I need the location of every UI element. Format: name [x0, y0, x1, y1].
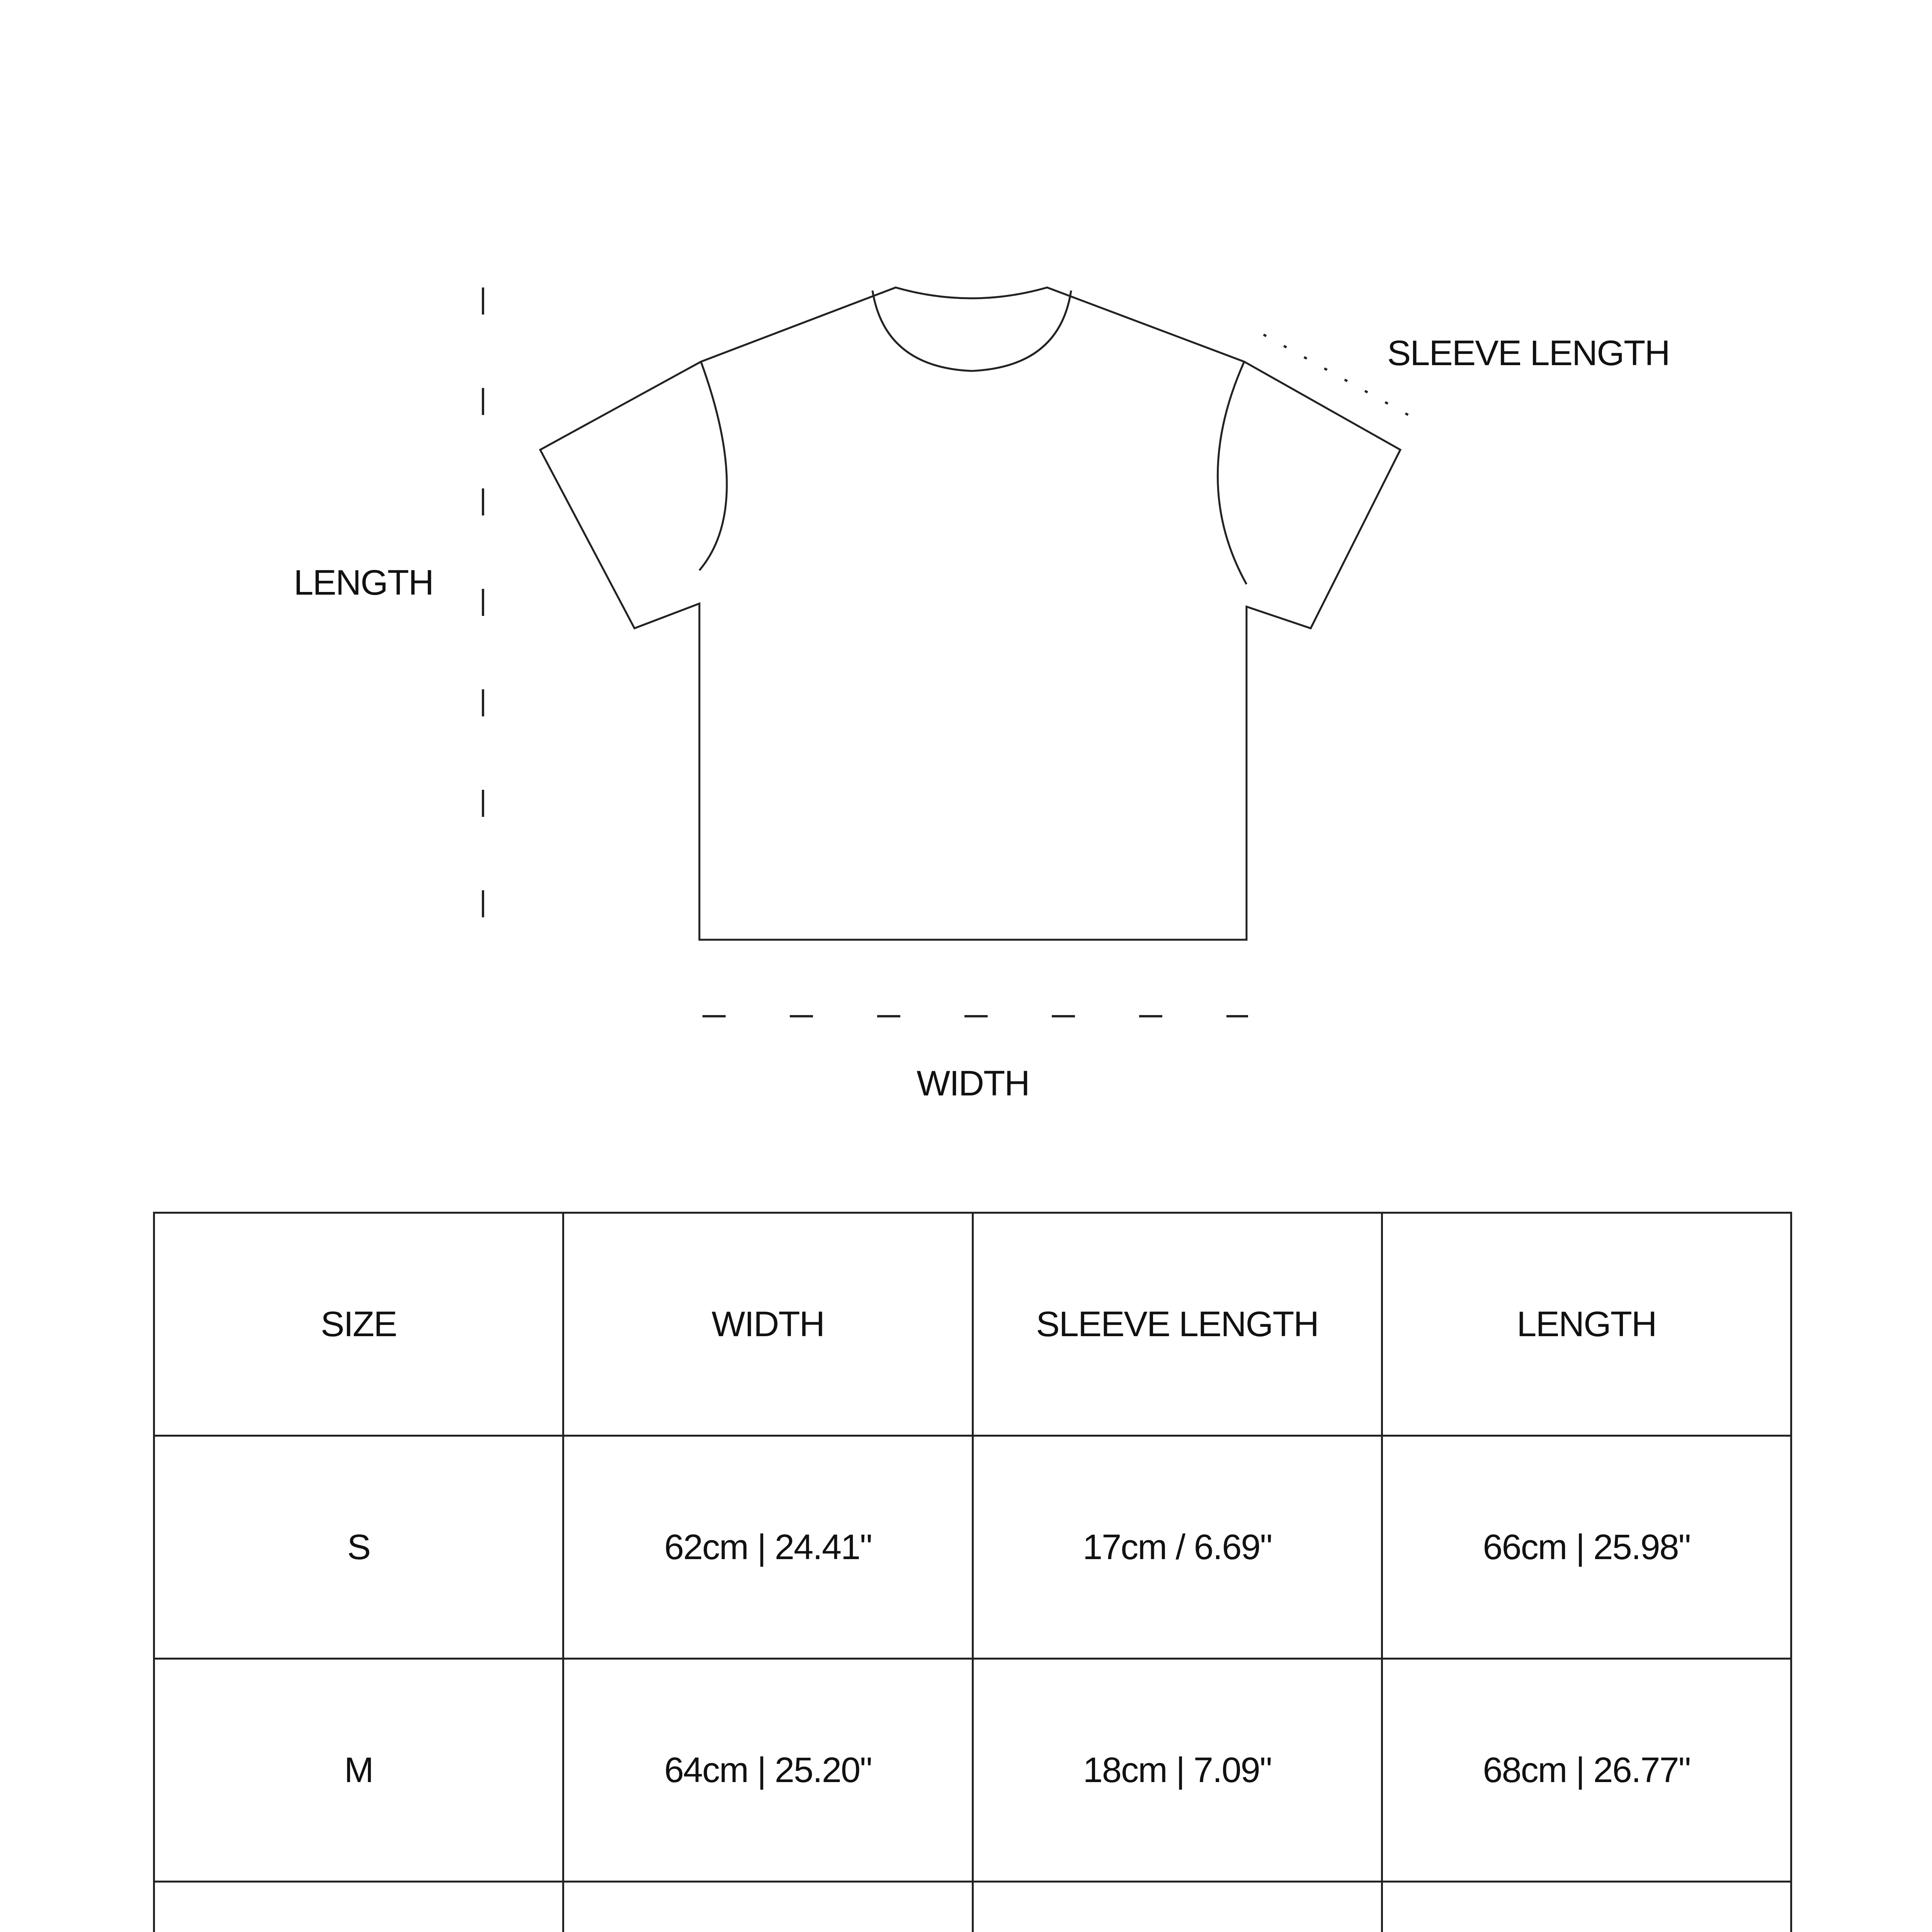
- header-size: SIZE: [154, 1213, 563, 1436]
- cell-sleeve-length: 17cm / 6.69": [973, 1436, 1382, 1659]
- table-row: [154, 1436, 1791, 1659]
- cell-width: 64cm | 25.20": [563, 1659, 973, 1882]
- cell-length: 66cm | 25.98": [1382, 1436, 1791, 1659]
- length-label: LENGTH: [294, 563, 434, 602]
- cell-size: M: [154, 1659, 563, 1882]
- cell-length: 68cm | 26.77": [1382, 1659, 1791, 1882]
- size-chart-table: [153, 1212, 1792, 1932]
- header-width: WIDTH: [563, 1213, 973, 1436]
- header-length: LENGTH: [1382, 1213, 1791, 1436]
- cell-size: S: [154, 1436, 563, 1659]
- cell-sleeve-length: [973, 1882, 1382, 1932]
- sleeve-length-label: SLEEVE LENGTH: [1387, 333, 1670, 373]
- tshirt-right-armhole: [1218, 362, 1247, 584]
- tshirt-collar: [872, 291, 1071, 371]
- cell-length: [1382, 1882, 1791, 1932]
- cell-width: 62cm | 24.41": [563, 1436, 973, 1659]
- table-row: [154, 1882, 1791, 1932]
- tshirt-left-armhole: [699, 362, 727, 570]
- cell-size: [154, 1882, 563, 1932]
- cell-width: [563, 1882, 973, 1932]
- cell-sleeve-length: 18cm | 7.09": [973, 1659, 1382, 1882]
- table-row: [154, 1659, 1791, 1882]
- width-label: WIDTH: [917, 1064, 1029, 1103]
- tshirt-body-outline: [540, 287, 1400, 940]
- header-sleeve-length: SLEEVE LENGTH: [973, 1213, 1382, 1436]
- table-header-row: [154, 1213, 1791, 1436]
